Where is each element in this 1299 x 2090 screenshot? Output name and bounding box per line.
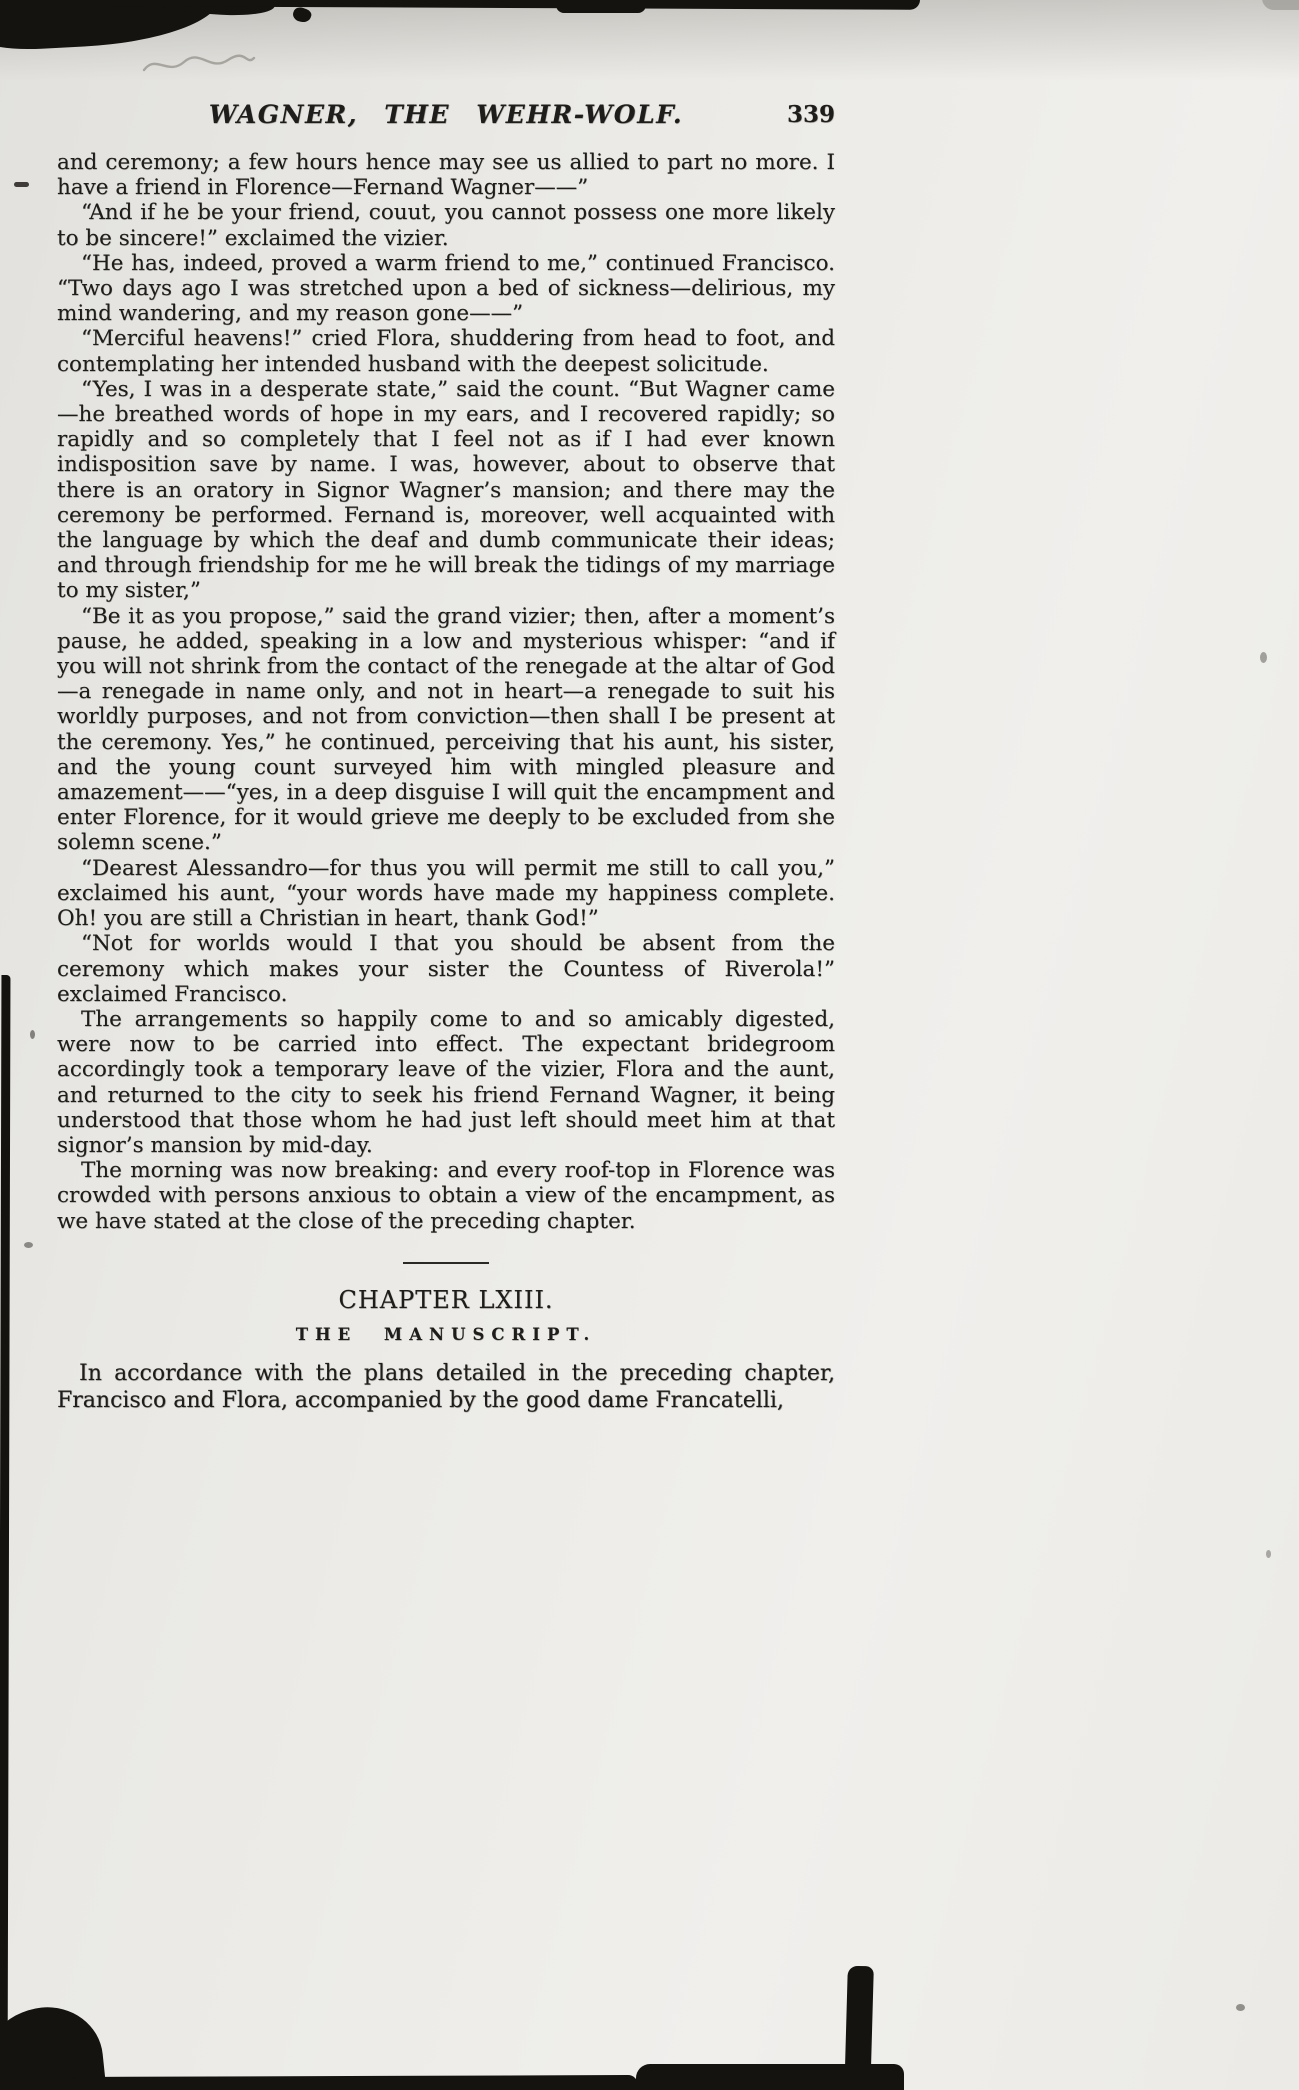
scan-edge-left-strip: [0, 975, 10, 2090]
paragraph: The arrangements so happily come to and so amicably digested, were now to be carried into effect. The expectant bridegroom accordingly took a temporary leave of the vizier, Flora and the aunt, and returned to the city to seek his friend Fernand Wagner, it being understood that those whom he had just left should meet him at that signor’s mansion by mid-day.: [57, 1006, 835, 1158]
pencil-squiggle-mark: [138, 48, 258, 82]
scan-speck-right-3: [1236, 2004, 1245, 2011]
paragraph: “Not for worlds would I that you should be absent from the ceremony which makes your sister the Countess of Riverola!” exclaimed Francisco.: [57, 931, 835, 1007]
paragraph: “He has, indeed, proved a warm friend to me,” continued Francisco. “Two days ago I was stretched upon a bed of sickness—delirious, my mind wandering, and my reason gone——”: [57, 250, 835, 327]
paragraph: The morning was now breaking: and every roof-top in Florence was crowded with persons anxious to obtain a view of the encampment, as we have stated at the close of the preceding chapter.: [57, 1158, 835, 1234]
paragraph: “Be it as you propose,” said the grand vizier; then, after a moment’s pause, he added, speaking in a low and mysterious whisper: “and if you will not shrink from the contact of the renegade at the altar of God—a renegade in name only, and not in heart—a renegade to suit his worldly purposes, and not from conviction—then shall I be present at the ceremony. Yes,” he continued, perceiving that his aunt, his sister, and the young count surveyed him with mingled pleasure and amazement——“yes, in a deep disguise I will quit the encampment and enter Florence, for it would grieve me deeply to be excluded from she solemn scene.”: [57, 603, 835, 856]
chapter-heading: CHAPTER LXIII.: [338, 1285, 554, 1314]
scan-mark-top-2: [556, 2, 646, 13]
scan-corner-top-right: [1262, 0, 1299, 10]
scan-speck-left-1: [30, 1030, 35, 1039]
scan-edge-bottom-line: [68, 2075, 638, 2090]
page-number: 339: [786, 101, 835, 128]
paragraph: “Merciful heavens!” cried Flora, shuddering from head to foot, and contemplating her intended husband with the deepest solicitude.: [57, 326, 835, 377]
chapter-section: [57, 1286, 835, 1414]
paragraph: “Yes, I was in a desperate state,” said the count. “But Wagner came—he breathed words of hope in my ears, and I recovered rapidly; so rapidly and so completely that I feel not as if I had ever known indisposition save by name. I was, however, about to observe that there is an oratory in Signor Wagner’s mansion; and there may the ceremony be performed. Fernand is, moreover, well acquainted with the language by which the deaf and dumb communicate their ideas; and through friendship for me he will break the tidings of my marriage to my sister,”: [57, 376, 835, 604]
page-text-column: [57, 100, 835, 1414]
paragraph: and ceremony; a few hours hence may see us allied to part no more. I have a friend in Florence—Fernand Wagner——”: [57, 150, 835, 201]
running-header: [57, 100, 835, 150]
paragraph: In accordance with the plans detailed in the preceding chapter, Francisco and Flora, accompanied by the good dame Francatelli,: [57, 1360, 835, 1413]
scan-speck-right-1: [1260, 652, 1267, 663]
paragraph: “And if he be your friend, couut, you cannot possess one more likely to be sincere!” exclaimed the vizier.: [57, 200, 835, 251]
paragraph: “Dearest Alessandro—for thus you will permit me still to call you,” exclaimed his aunt, “your words have made my happiness complete. Oh! you are still a Christian in heart, thank God!”: [57, 855, 835, 932]
scan-mark-left-margin: [14, 182, 29, 187]
section-divider: [403, 1262, 489, 1264]
chapter-subheading: THE MANUSCRIPT.: [295, 1324, 597, 1344]
scan-speck-right-2: [1266, 1550, 1271, 1558]
running-header-title: WAGNER, THE WEHR-WOLF.: [208, 100, 684, 129]
scan-edge-bottom-right-bar: [844, 1966, 874, 2090]
scan-speck-left-2: [24, 1242, 33, 1248]
body-text: [57, 150, 835, 1234]
